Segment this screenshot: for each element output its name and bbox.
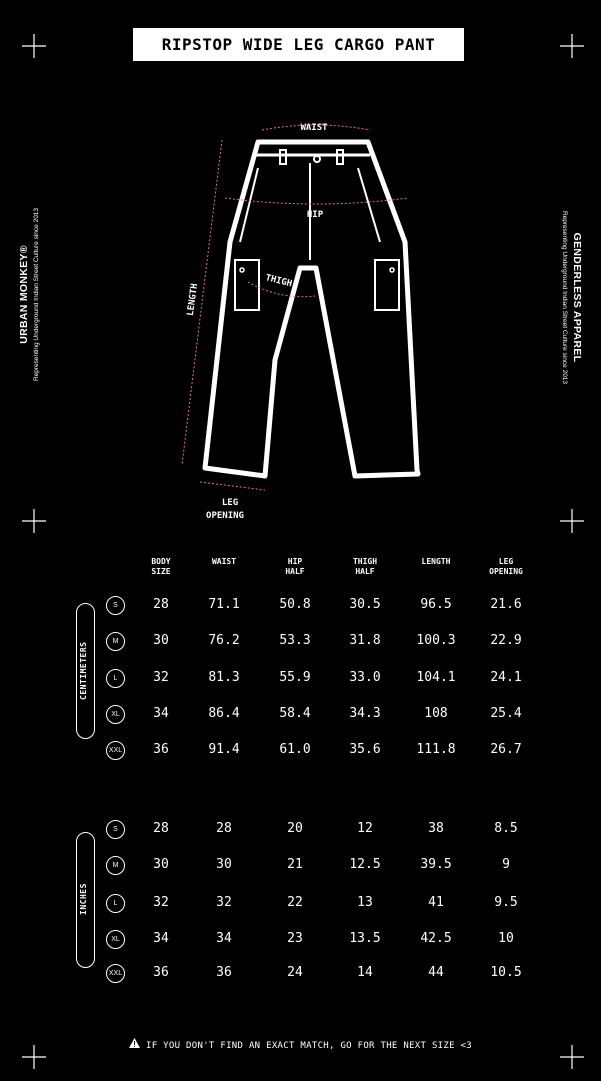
table-cell: 12 bbox=[357, 821, 373, 836]
crosshair-icon bbox=[560, 34, 584, 58]
table-cell: 108 bbox=[424, 706, 448, 721]
right-tagline: Representing Underground Indian Street Culture since 2013 bbox=[561, 210, 568, 385]
table-cell: 34 bbox=[153, 931, 169, 946]
size-badge: M bbox=[106, 632, 125, 651]
table-cell: 13.5 bbox=[349, 931, 381, 946]
column-header-line: HIP bbox=[287, 557, 303, 566]
column-header bbox=[131, 557, 191, 577]
warning-icon bbox=[129, 1038, 140, 1051]
table-cell: 53.3 bbox=[279, 633, 311, 648]
leg-opening-label-1: LEG bbox=[221, 498, 239, 508]
table-cell: 34 bbox=[216, 931, 232, 946]
table-cell: 32 bbox=[216, 895, 232, 910]
page-title: RIPSTOP WIDE LEG CARGO PANT bbox=[133, 28, 464, 61]
inches-label: INCHES bbox=[79, 883, 88, 915]
table-cell: 61.0 bbox=[279, 742, 311, 757]
table-cell: 55.9 bbox=[279, 670, 311, 685]
column-header bbox=[265, 557, 325, 577]
table-cell: 30 bbox=[153, 633, 169, 648]
size-badge: XL bbox=[106, 705, 125, 724]
size-badge: L bbox=[106, 894, 125, 913]
table-cell: 23 bbox=[287, 931, 303, 946]
size-badge: M bbox=[106, 856, 125, 875]
left-side-branding bbox=[18, 187, 40, 402]
hip-label: HIP bbox=[306, 210, 324, 220]
column-header bbox=[194, 557, 254, 567]
size-badge: S bbox=[106, 596, 125, 615]
leg-opening-label-2: OPENING bbox=[206, 511, 244, 521]
table-cell: 96.5 bbox=[420, 597, 452, 612]
table-cell: 58.4 bbox=[279, 706, 311, 721]
table-cell: 13 bbox=[357, 895, 373, 910]
table-cell: 21 bbox=[287, 857, 303, 872]
table-cell: 30 bbox=[216, 857, 232, 872]
table-cell: 25.4 bbox=[490, 706, 522, 721]
column-header-line: THIGH bbox=[352, 557, 378, 566]
pants-diagram bbox=[170, 110, 430, 530]
table-cell: 32 bbox=[153, 895, 169, 910]
table-cell: 9 bbox=[502, 857, 510, 872]
table-cell: 20 bbox=[287, 821, 303, 836]
table-cell: 28 bbox=[216, 821, 232, 836]
table-cell: 8.5 bbox=[494, 821, 518, 836]
table-cell: 50.8 bbox=[279, 597, 311, 612]
table-cell: 28 bbox=[153, 597, 169, 612]
size-badge: XXL bbox=[106, 964, 125, 983]
table-cell: 9.5 bbox=[494, 895, 518, 910]
table-cell: 76.2 bbox=[208, 633, 240, 648]
table-cell: 38 bbox=[428, 821, 444, 836]
table-cell: 35.6 bbox=[349, 742, 381, 757]
centimeters-label: CENTIMETERS bbox=[79, 641, 88, 700]
table-cell: 30.5 bbox=[349, 597, 381, 612]
table-cell: 24.1 bbox=[490, 670, 522, 685]
table-cell: 30 bbox=[153, 857, 169, 872]
table-cell: 22.9 bbox=[490, 633, 522, 648]
left-brand: URBAN MONKEY® bbox=[18, 245, 30, 344]
size-badge: L bbox=[106, 669, 125, 688]
table-cell: 34 bbox=[153, 706, 169, 721]
column-header-line: BODY bbox=[151, 557, 171, 566]
table-cell: 111.8 bbox=[416, 742, 456, 757]
table-cell: 10.5 bbox=[490, 965, 522, 980]
right-side-branding bbox=[561, 190, 583, 405]
column-header-line: OPENING bbox=[489, 567, 523, 576]
column-header-line: WAIST bbox=[211, 557, 237, 566]
table-cell: 33.0 bbox=[349, 670, 381, 685]
table-cell: 71.1 bbox=[208, 597, 240, 612]
table-cell: 44 bbox=[428, 965, 444, 980]
crosshair-icon bbox=[22, 34, 46, 58]
table-cell: 31.8 bbox=[349, 633, 381, 648]
column-header-line: LEG bbox=[498, 557, 514, 566]
table-cell: 104.1 bbox=[416, 670, 456, 685]
table-cell: 41 bbox=[428, 895, 444, 910]
footer-text: IF YOU DON'T FIND AN EXACT MATCH, GO FOR THE NEXT SIZE <3 bbox=[146, 1041, 472, 1051]
size-badge: S bbox=[106, 820, 125, 839]
right-brand: GENDERLESS APPAREL bbox=[571, 232, 583, 363]
crosshair-icon bbox=[22, 509, 46, 533]
column-header bbox=[476, 557, 536, 577]
table-cell: 39.5 bbox=[420, 857, 452, 872]
left-tagline: Representing Underground Indian Street Culture since 2013 bbox=[33, 207, 40, 382]
table-cell: 86.4 bbox=[208, 706, 240, 721]
table-cell: 34.3 bbox=[349, 706, 381, 721]
table-cell: 91.4 bbox=[208, 742, 240, 757]
table-cell: 36 bbox=[216, 965, 232, 980]
table-cell: 21.6 bbox=[490, 597, 522, 612]
column-header-line: HALF bbox=[355, 567, 375, 576]
table-cell: 36 bbox=[153, 742, 169, 757]
table-cell: 28 bbox=[153, 821, 169, 836]
column-header-line: HALF bbox=[285, 567, 305, 576]
size-badge: XL bbox=[106, 930, 125, 949]
table-cell: 32 bbox=[153, 670, 169, 685]
column-header-line: SIZE bbox=[151, 567, 171, 576]
size-badge: XXL bbox=[106, 741, 125, 760]
crosshair-icon bbox=[560, 509, 584, 533]
table-cell: 42.5 bbox=[420, 931, 452, 946]
table-cell: 26.7 bbox=[490, 742, 522, 757]
table-cell: 100.3 bbox=[416, 633, 456, 648]
table-cell: 10 bbox=[498, 931, 514, 946]
table-cell: 22 bbox=[287, 895, 303, 910]
column-header bbox=[335, 557, 395, 577]
table-cell: 14 bbox=[357, 965, 373, 980]
table-cell: 12.5 bbox=[349, 857, 381, 872]
column-header-line: LENGTH bbox=[421, 557, 451, 566]
footer-note bbox=[0, 1038, 601, 1051]
table-cell: 24 bbox=[287, 965, 303, 980]
length-label: LENGTH bbox=[185, 282, 201, 317]
column-header bbox=[406, 557, 466, 567]
thigh-label: THIGH bbox=[264, 273, 293, 290]
waist-label: WAIST bbox=[300, 123, 328, 133]
table-cell: 36 bbox=[153, 965, 169, 980]
table-cell: 81.3 bbox=[208, 670, 240, 685]
